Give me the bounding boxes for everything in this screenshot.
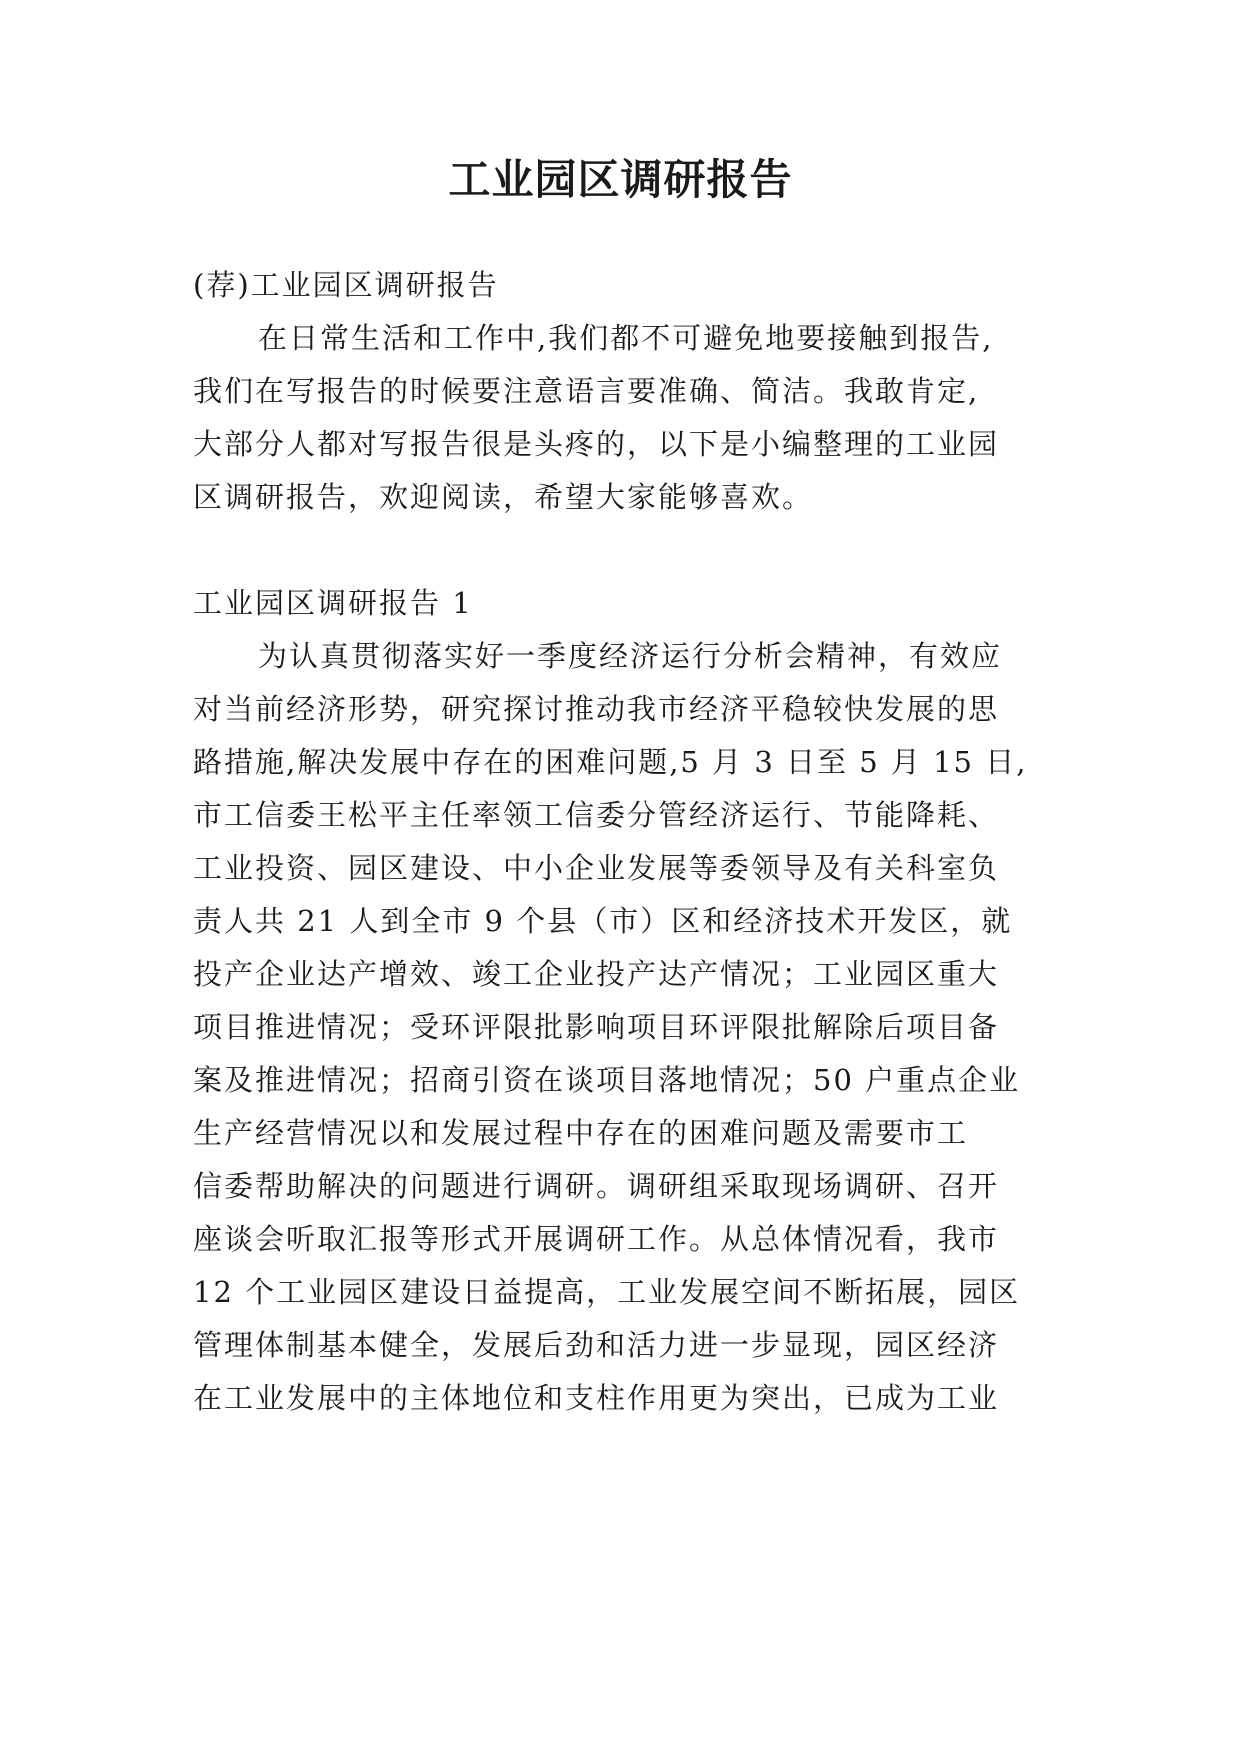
body-line: 责人共 21 人到全市 9 个县（市）区和经济技术开发区，就 <box>193 904 1013 938</box>
body-line: 工业投资、园区建设、中小企业发展等委领导及有关科室负 <box>193 851 1000 885</box>
body-line: 对当前经济形势，研究探讨推动我市经济平稳较快发展的思 <box>193 692 1000 726</box>
body-line: 为认真贯彻落实好一季度经济运行分析会精神，有效应 <box>258 639 1003 673</box>
body-line: 12 个工业园区建设日益提高，工业发展空间不断拓展，园区 <box>193 1275 1021 1309</box>
body-line: 项目推进情况；受环评限批影响项目环评限批解除后项目备 <box>193 1010 1000 1044</box>
document-subtitle: (荐)工业园区调研报告 <box>193 268 499 302</box>
intro-line: 大部分人都对写报告很是头疼的，以下是小编整理的工业园 <box>193 427 1000 461</box>
intro-line: 我们在写报告的时候要注意语言要准确、简洁。我敢肯定, <box>193 374 980 408</box>
body-line: 在工业发展中的主体地位和支柱作用更为突出，已成为工业 <box>193 1381 1000 1415</box>
document-title: 工业园区调研报告 <box>448 155 793 204</box>
intro-line: 在日常生活和工作中,我们都不可避免地要接触到报告, <box>258 321 994 355</box>
section-heading: 工业园区调研报告 1 <box>193 586 473 620</box>
body-line: 案及推进情况；招商引资在谈项目落地情况；50 户重点企业 <box>193 1063 1021 1097</box>
body-line: 路措施,解决发展中存在的困难问题,5 月 3 日至 5 月 15 日, <box>193 745 1028 779</box>
body-line: 生产经营情况以和发展过程中存在的困难问题及需要市工 <box>193 1116 969 1150</box>
body-line: 投产企业达产增效、竣工企业投产达产情况；工业园区重大 <box>193 957 1000 991</box>
body-line: 信委帮助解决的问题进行调研。调研组采取现场调研、召开 <box>193 1169 1000 1203</box>
body-line: 管理体制基本健全，发展后劲和活力进一步显现，园区经济 <box>193 1328 1000 1362</box>
body-line: 座谈会听取汇报等形式开展调研工作。从总体情况看，我市 <box>193 1222 1000 1256</box>
body-line: 市工信委王松平主任率领工信委分管经济运行、节能降耗、 <box>193 798 1000 832</box>
intro-line: 区调研报告，欢迎阅读，希望大家能够喜欢。 <box>193 480 814 514</box>
